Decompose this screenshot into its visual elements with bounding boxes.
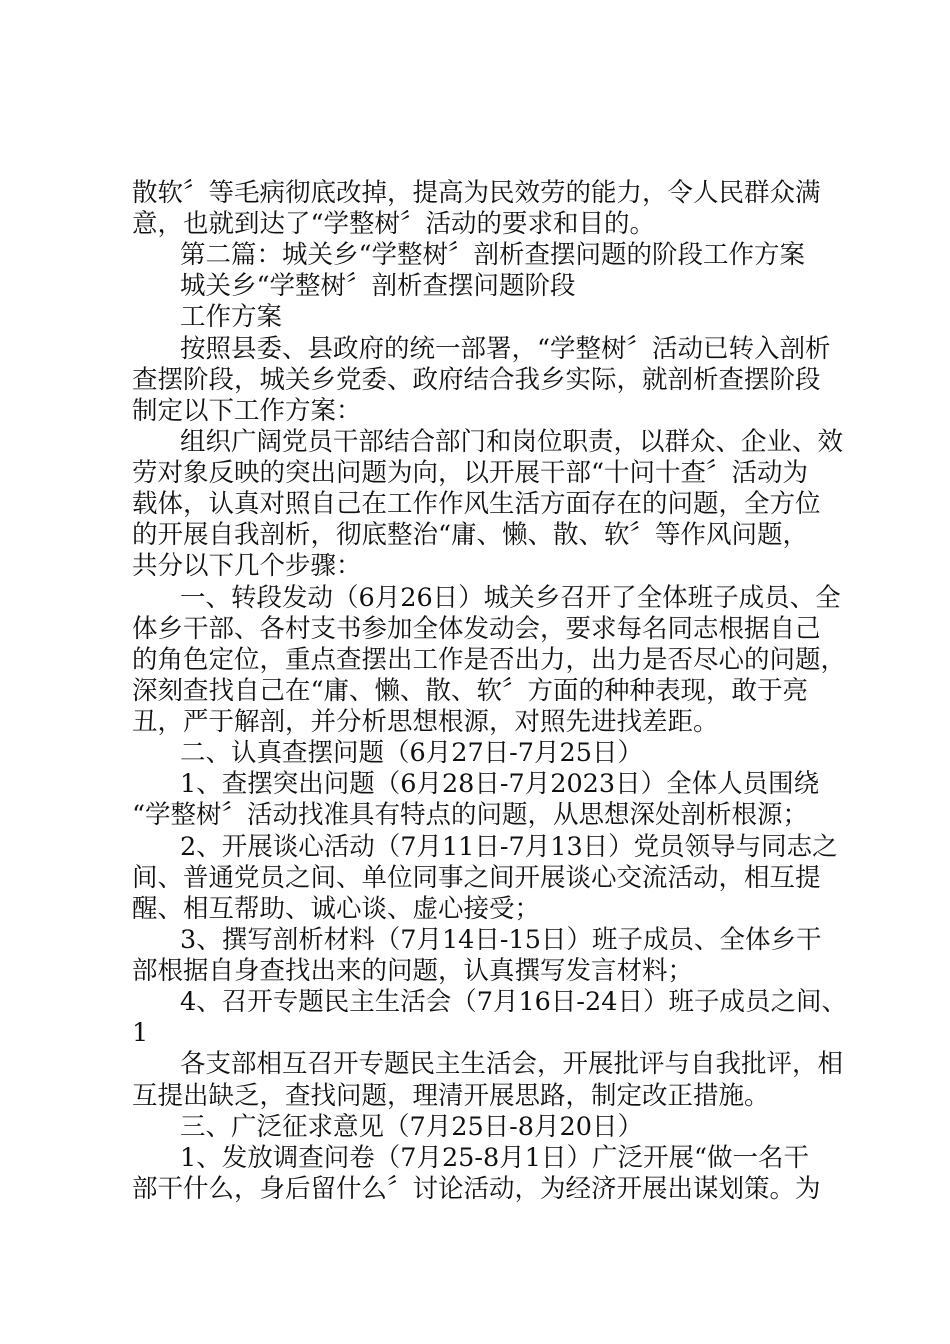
text-line: 3、撰写剖析材料（7月14日-15日）班子成员、全体乡干 bbox=[180, 925, 822, 955]
text-line: 部干什么，身后留什么〞讨论活动，为经济开展出谋划策。为 bbox=[132, 1174, 821, 1204]
text-line: 三、广泛征求意见（7月25日-8月20日） bbox=[180, 1112, 643, 1142]
document-subtitle: 工作方案 bbox=[180, 302, 283, 332]
text-line: 体乡干部、各村支书参加全体发动会，要求每名同志根据自己 bbox=[132, 614, 821, 644]
text-line: 部根据自身查找出来的问题，认真撰写发言材料； bbox=[132, 956, 694, 986]
text-line: 2、开展谈心活动（7月11日-7月13日）党员领导与同志之 bbox=[180, 832, 838, 862]
text-line: 4、召开专题民主生活会（7月16日-24日）班子成员之间、 bbox=[180, 987, 847, 1017]
text-line: 劳对象反映的突出问题为向，以开展干部“十问十查〞活动为 bbox=[132, 458, 809, 488]
text-line: 制定以下工作方案： bbox=[132, 396, 362, 426]
section-heading: 第二篇：城关乡“学整树〞剖析查摆问题的阶段工作方案 bbox=[180, 240, 806, 270]
text-line: 间、普通党员之间、单位同事之间开展谈心交流活动，相互提 bbox=[132, 863, 821, 893]
text-line: 二、认真查摆问题（6月27日-7月25日） bbox=[180, 738, 643, 768]
text-line: 共分以下几个步骤： bbox=[132, 551, 362, 581]
text-line: 组织广阔党员干部结合部门和岗位职责，以群众、企业、效 bbox=[180, 427, 844, 457]
text-line: 醒、相互帮助、诚心谈、虚心接受； bbox=[132, 894, 541, 924]
page-number: 1 bbox=[132, 1018, 149, 1048]
text-line: 一、转段发动（6月26日）城关乡召开了全体班子成员、全 bbox=[180, 583, 841, 613]
text-line: 散软〞等毛病彻底改掉，提高为民效劳的能力，令人民群众满 bbox=[132, 178, 821, 208]
text-line: 的开展自我剖析，彻底整治“庸、懒、散、软〞等作风问题， bbox=[132, 520, 809, 550]
text-line: 意，也就到达了“学整树〞活动的要求和目的。 bbox=[132, 209, 656, 239]
text-line: 丑，严于解剖，并分析思想根源，对照先进找差距。 bbox=[132, 707, 719, 737]
text-line: 按照县委、县政府的统一部署，“学整树〞活动已转入剖析 bbox=[180, 334, 831, 364]
text-line: 载体，认真对照自己在工作作风生活方面存在的问题，全方位 bbox=[132, 489, 821, 519]
text-line: 深刻查找自己在“庸、懒、散、软〞方面的种种表现，敢于亮 bbox=[132, 676, 809, 706]
text-line: 的角色定位，重点查摆出工作是否出力，出力是否尽心的问题， bbox=[132, 645, 847, 675]
text-line: 各支部相互召开专题民主生活会，开展批评与自我批评，相 bbox=[180, 1049, 844, 1079]
text-line: 1、发放调查问卷（7月25-8月1日）广泛开展“做一名干 bbox=[180, 1143, 809, 1173]
text-line: 查摆阶段，城关乡党委、政府结合我乡实际，就剖析查摆阶段 bbox=[132, 365, 821, 395]
text-line: 互提出缺乏，查找问题，理清开展思路，制定改正措施。 bbox=[132, 1081, 770, 1111]
text-line: 1、查摆突出问题（6月28日-7月2023日）全体人员围绕 bbox=[180, 769, 820, 799]
document-title: 城关乡“学整树〞剖析查摆问题阶段 bbox=[180, 271, 576, 301]
text-line: “学整树〞活动找准具有特点的问题，从思想深处剖析根源； bbox=[132, 800, 809, 830]
